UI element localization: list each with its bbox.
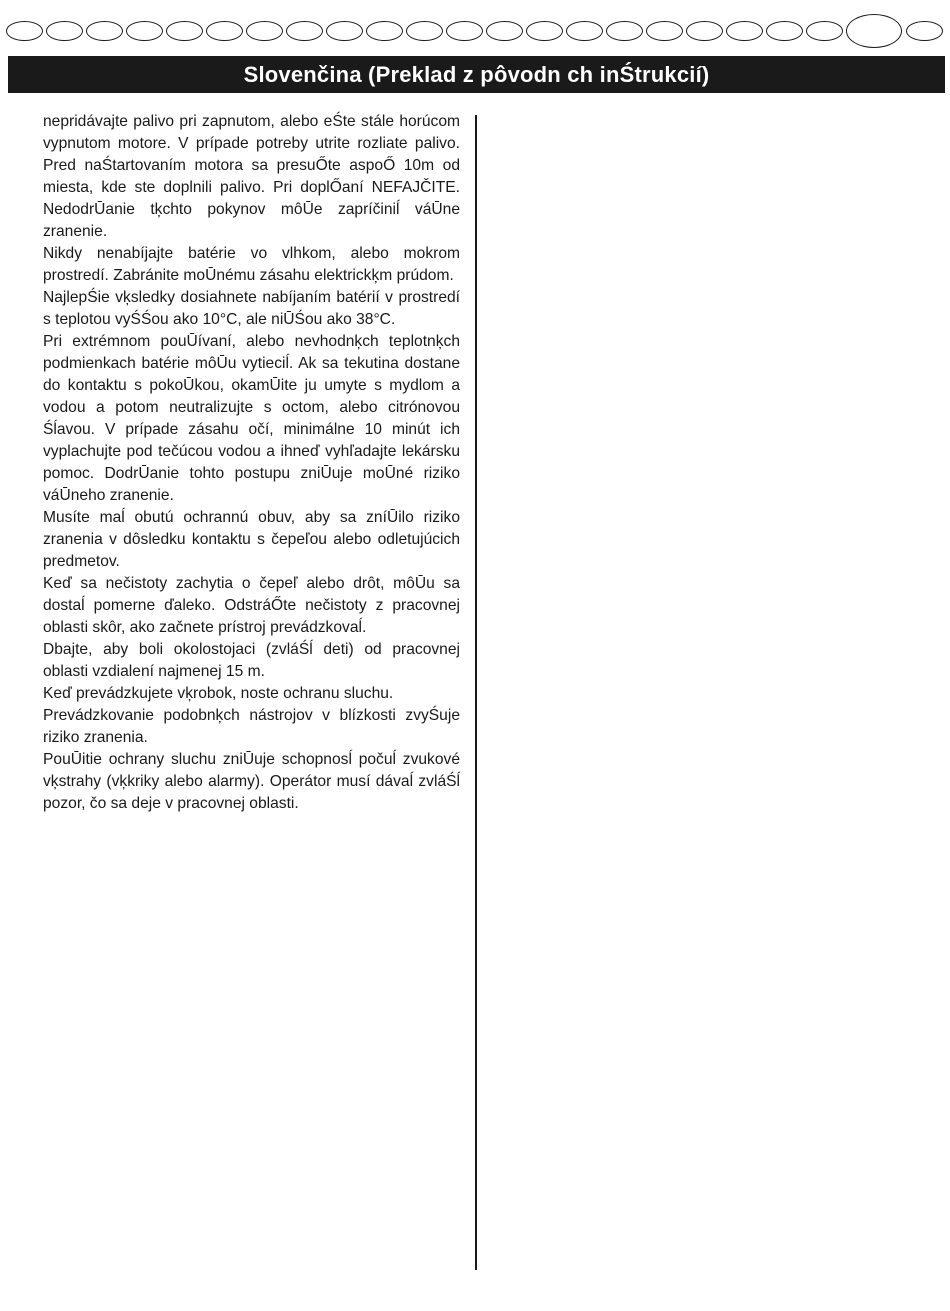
paragraph-debris: Keď sa nečistoty zachytia o čepeľ alebo drôt, môŪu sa dostaĺ pomerne ďaleko. OdstráŐte nečistoty z pracovnej oblasti skôr, ako začnete prístroj prevádzkovaĺ. [43,575,460,636]
tab-oval [486,21,523,41]
paragraph-warning-signals: PouŪitie ochrany sluchu zniŪuje schopnosĺ počuĺ zvukové vķstrahy (vķkriky alebo alarmy). Operátor musí dávaĺ zvláŚĺ pozor, čo sa deje v pracovnej oblasti. [43,751,460,812]
tab-oval [366,21,403,41]
tab-oval [326,21,363,41]
tab-oval [246,21,283,41]
page-title: Slovenčina (Preklad z pôvodn ch inŚtrukcií) [243,61,710,87]
tab-oval [286,21,323,41]
tab-oval [766,21,803,41]
tab-oval [46,21,83,41]
tab-oval [566,21,603,41]
tab-oval [646,21,683,41]
left-text-column [43,111,460,815]
tab-oval [126,21,163,41]
paragraph-injury-risk: Prevádzkovanie podobnķch nástrojov v blízkosti zvyŚuje riziko zranenia. [43,707,460,746]
tab-oval [86,21,123,41]
tab-oval [806,21,843,41]
language-header-bar [8,56,945,93]
tab-oval [6,21,43,41]
tab-oval [166,21,203,41]
tab-oval [446,21,483,41]
paragraph-protective-footwear: Musíte maĺ obutú ochrannú obuv, aby sa zníŪilo riziko zranenia v dôsledku kontaktu s čepeľou alebo odletujúcich predmetov. [43,509,460,570]
tab-oval [206,21,243,41]
paragraph-hearing-protection: Keď prevádzkujete vķrobok, noste ochranu sluchu. [43,685,394,702]
paragraph-charging-temperature: NajlepŚie vķsledky dosiahnete nabíjaním batérií v prostredí s teplotou vyŚŚou ako 10°C, ale niŪŚou ako 38°C. [43,289,460,328]
language-tab-strip [6,14,946,50]
tab-oval [406,21,443,41]
tab-oval-active [846,14,902,48]
paragraph-bystanders: Dbajte, aby boli okolostojaci (zvláŚĺ deti) od pracovnej oblasti vzdialení najmenej 15 m. [43,641,460,680]
column-divider [475,115,477,1270]
paragraph-battery-leak: Pri extrémnom pouŪívaní, alebo nevhodnķch teplotnķch podmienkach batérie môŪu vytieciĺ. Ak sa tekutina dostane do kontaktu s pokoŪkou, okamŪite ju umyte s mydlom a vodou a potom neutralizujte s octom, alebo citrónovou Śĺavou. V prípade zásahu očí, minimálne 10 minút ich vyplachujte pod tečúcou vodou a ihneď vyhľadajte lekársku pomoc. DodrŪanie tohto postupu zniŪuje moŪné riziko váŪneho zranenie. [43,333,460,504]
tab-oval [906,21,943,41]
tab-oval [526,21,563,41]
tab-oval [686,21,723,41]
tab-oval [726,21,763,41]
paragraph-battery-moisture: Nikdy nenabíjajte batérie vo vlhkom, alebo mokrom prostredí. Zabránite moŪnému zásahu elektrickķm prúdom. [43,245,460,284]
paragraph-fuel-safety: nepridávajte palivo pri zapnutom, alebo eŚte stále horúcom vypnutom motore. V prípade potreby utrite rozliate palivo. Pred naŚtartovaním motora sa presuŐte aspoŐ 10m od miesta, kde ste doplnili palivo. Pri doplŐaní NEFAJČITE. NedodrŪanie tķchto pokynov môŪe zapríčiniĺ váŪne zranenie. [43,113,460,240]
tab-oval [606,21,643,41]
